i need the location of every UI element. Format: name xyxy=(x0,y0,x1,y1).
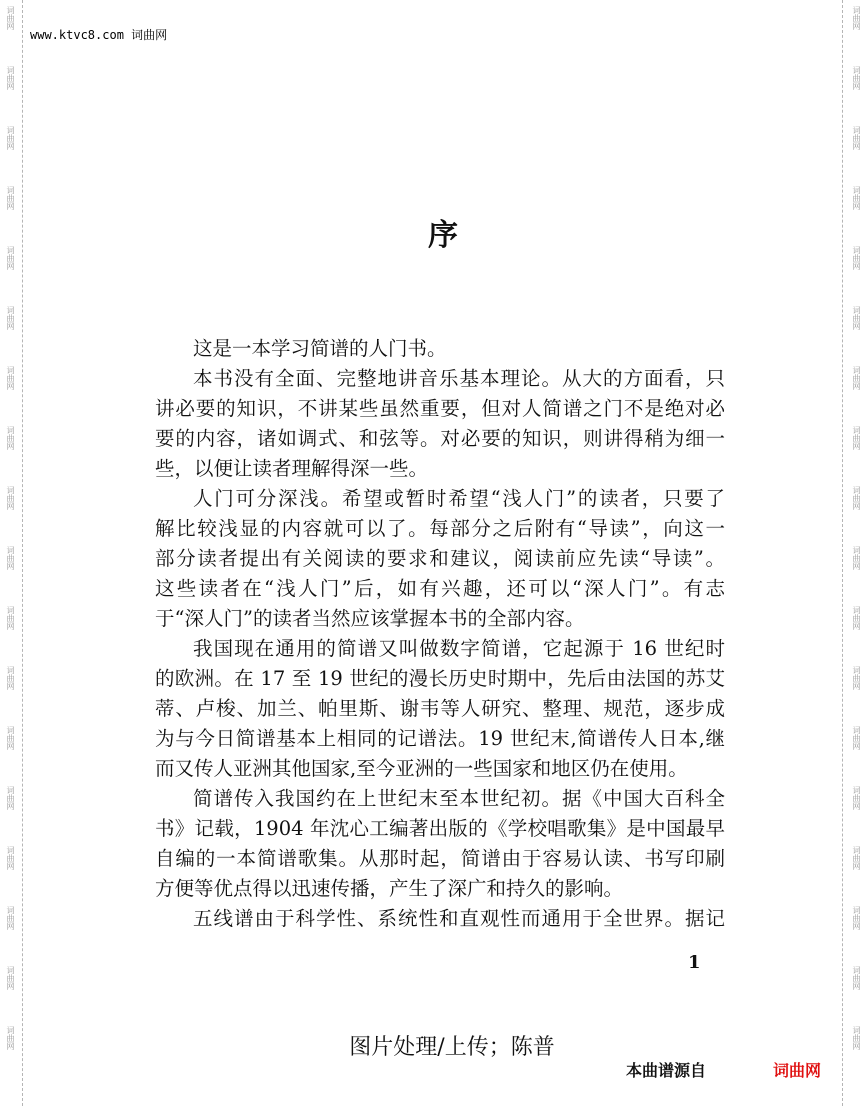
body-line: 方便等优点得以迅速传播，产生了深广和持久的影响。 xyxy=(155,877,624,900)
site-url-header[interactable]: www.ktvc8.com 词曲网 xyxy=(30,28,168,42)
body-line: 这些读者在“浅人门”后，如有兴趣，还可以“深人门”。有志 xyxy=(155,577,725,600)
body-line: 讲必要的知识，不讲某些虽然重要，但对人简谱之门不是绝对必 xyxy=(155,397,725,420)
watermark-stamp: 词曲网 xyxy=(6,246,15,270)
watermark-stamp: 词曲网 xyxy=(852,6,861,30)
watermark-stamp: 词曲网 xyxy=(852,606,861,630)
watermark-stamp: 词曲网 xyxy=(852,966,861,990)
watermark-stamp: 词曲网 xyxy=(852,246,861,270)
body-line: 部分读者提出有关阅读的要求和建议，阅读前应先读“导读”。 xyxy=(155,547,725,570)
preface-body xyxy=(155,334,725,934)
upload-credit: 图片处理/上传；陈普 xyxy=(349,1035,555,1060)
right-dashed-border xyxy=(842,0,843,1106)
body-line: 这是一本学习简谱的人门书。 xyxy=(193,337,447,360)
watermark-stamp: 词曲网 xyxy=(852,906,861,930)
watermark-stamp: 词曲网 xyxy=(852,486,861,510)
page-number: 1 xyxy=(688,952,701,973)
watermark-stamp: 词曲网 xyxy=(6,126,15,150)
watermark-stamp: 词曲网 xyxy=(852,666,861,690)
watermark-stamp: 词曲网 xyxy=(6,6,15,30)
watermark-stamp: 词曲网 xyxy=(852,126,861,150)
watermark-stamp: 词曲网 xyxy=(6,966,15,990)
watermark-stamp: 词曲网 xyxy=(6,66,15,90)
body-line: 要的内容，诸如调式、和弦等。对必要的知识，则讲得稍为细一 xyxy=(155,427,725,450)
body-line: 本书没有全面、完整地讲音乐基本理论。从大的方面看，只 xyxy=(193,367,725,390)
watermark-stamp: 词曲网 xyxy=(6,366,15,390)
body-line: 于“深人门”的读者当然应该掌握本书的全部内容。 xyxy=(155,607,585,630)
body-line: 五线谱由于科学性、系统性和直观性而通用于全世界。据记 xyxy=(193,907,725,930)
source-label: 本曲谱源自 xyxy=(626,1061,707,1080)
left-watermark-column xyxy=(2,0,20,1106)
watermark-stamp: 词曲网 xyxy=(852,546,861,570)
right-watermark-column xyxy=(848,0,866,1106)
watermark-stamp: 词曲网 xyxy=(6,186,15,210)
watermark-stamp: 词曲网 xyxy=(852,426,861,450)
body-line: 些，以便让读者理解得深一些。 xyxy=(155,457,429,480)
watermark-stamp: 词曲网 xyxy=(6,306,15,330)
watermark-stamp: 词曲网 xyxy=(6,426,15,450)
site-logo[interactable]: 词曲网 xyxy=(773,1061,822,1080)
body-line: 解比较浅显的内容就可以了。每部分之后附有“导读”，向这一 xyxy=(155,517,725,540)
watermark-stamp: 词曲网 xyxy=(6,486,15,510)
watermark-stamp: 词曲网 xyxy=(6,1026,15,1050)
body-line: 人门可分深浅。希望或暂时希望“浅人门”的读者，只要了 xyxy=(193,487,725,510)
left-dashed-border xyxy=(22,0,23,1106)
body-line: 书》记载，1904 年沈心工编著出版的《学校唱歌集》是中国最早 xyxy=(155,817,725,840)
body-line: 简谱传入我国约在上世纪末至本世纪初。据《中国大百科全 xyxy=(193,787,725,810)
watermark-stamp: 词曲网 xyxy=(852,186,861,210)
watermark-stamp: 词曲网 xyxy=(6,666,15,690)
watermark-stamp: 词曲网 xyxy=(852,66,861,90)
body-line: 我国现在通用的简谱又叫做数字简谱，它起源于 16 世纪时 xyxy=(193,637,725,660)
watermark-stamp: 词曲网 xyxy=(852,366,861,390)
watermark-stamp: 词曲网 xyxy=(6,846,15,870)
body-line: 自编的一本简谱歌集。从那时起，简谱由于容易认读、书写印刷 xyxy=(155,847,725,870)
watermark-stamp: 词曲网 xyxy=(6,726,15,750)
watermark-stamp: 词曲网 xyxy=(852,306,861,330)
watermark-stamp: 词曲网 xyxy=(6,606,15,630)
watermark-stamp: 词曲网 xyxy=(852,786,861,810)
watermark-stamp: 词曲网 xyxy=(6,786,15,810)
watermark-stamp: 词曲网 xyxy=(6,546,15,570)
watermark-stamp: 词曲网 xyxy=(852,1026,861,1050)
watermark-stamp: 词曲网 xyxy=(852,846,861,870)
page-title: 序 xyxy=(428,218,458,253)
watermark-stamp: 词曲网 xyxy=(6,906,15,930)
body-line: 而又传人亚洲其他国家,至今亚洲的一些国家和地区仍在使用。 xyxy=(155,757,688,780)
watermark-stamp: 词曲网 xyxy=(852,726,861,750)
body-line: 为与今日简谱基本上相同的记谱法。19 世纪末,简谱传人日本,继 xyxy=(155,727,725,750)
body-line: 蒂、卢梭、加兰、帕里斯、谢韦等人研究、整理、规范，逐步成 xyxy=(155,697,725,720)
body-line: 的欧洲。在 17 至 19 世纪的漫长历史时期中，先后由法国的苏艾 xyxy=(155,667,725,690)
